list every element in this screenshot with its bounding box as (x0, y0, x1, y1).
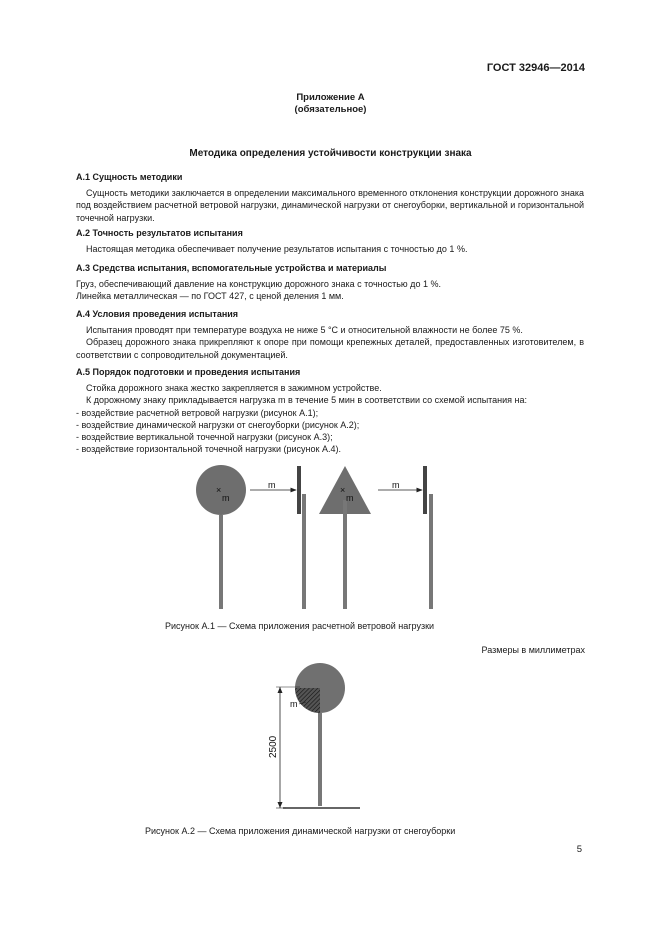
list-item: - воздействие динамической нагрузки от снегоуборки (рисунок А.2); (76, 419, 360, 430)
section-a2-title: А.2 Точность результатов испытания (76, 228, 243, 238)
section-a3-title: А.3 Средства испытания, вспомогательные устройства и материалы (76, 263, 387, 273)
svg-text:×: × (340, 485, 346, 495)
section-a5-line1: Стойка дорожного знака жестко закрепляется в зажимном устройстве. (86, 383, 382, 394)
round-sign-side (297, 466, 306, 609)
triangle-sign-front (319, 466, 371, 609)
section-a4-line2: Образец дорожного знака прикрепляют к опоре при помощи крепежных деталей, предоставленных изготовителем, в соответствии с сопроводительной документацией. (76, 337, 584, 360)
round-sign-front (196, 465, 246, 609)
load-label: m (290, 699, 298, 709)
list-item: - воздействие расчетной ветровой нагрузки (рисунок А.1); (76, 407, 319, 418)
load-label: m (346, 493, 354, 503)
section-a3-line2: Линейка металлическая — по ГОСТ 427, с ценой деления 1 мм. (76, 291, 344, 302)
appendix-subtitle: (обязательное) (294, 104, 367, 115)
section-a5-line2: К дорожному знаку прикладывается нагрузка m в течение 5 мин в соответствии со схемой испытания на: (86, 395, 528, 406)
load-label: m (222, 493, 230, 503)
standard-number: ГОСТ 32946—2014 (486, 62, 585, 74)
figure-a2-caption: Рисунок А.2 — Схема приложения динамической нагрузки от снегоуборки (145, 826, 456, 836)
height-label: 2500 (268, 735, 279, 758)
section-a4-line1: Испытания проводят при температуре воздуха не ниже 5 °С и относительной влажности не более 75 %. (86, 325, 523, 336)
load-label: m (392, 480, 400, 490)
figure-a1-caption: Рисунок А.1 — Схема приложения расчетной ветровой нагрузки (165, 621, 435, 631)
section-a4-title: А.4 Условия проведения испытания (76, 309, 239, 319)
section-a1-text: Сущность методики заключается в определении максимального временного отклонения конструкции дорожного знака под воздействием расчетной ветровой нагрузки, динамической нагрузки от снегоуборки, вертикальной и горизонтальной точечной нагрузки. (76, 188, 584, 223)
load-label: m (268, 480, 276, 490)
svg-text:×: × (216, 485, 222, 495)
triangle-sign-side (423, 466, 433, 609)
section-a3-line1: Груз, обеспечивающий давление на конструкцию дорожного знака с точностью до 1 %. (76, 279, 441, 290)
figure-a2 (268, 663, 360, 808)
section-a2-text: Настоящая методика обеспечивает получение результатов испытания с точностью до 1 %. (86, 244, 468, 255)
list-item: - воздействие горизонтальной точечной нагрузки (рисунок А.4). (76, 444, 341, 455)
section-a5-title: А.5 Порядок подготовки и проведения испытания (76, 367, 301, 377)
list-item: - воздействие вертикальной точечной нагрузки (рисунок А.3); (76, 432, 333, 443)
appendix-title: Приложение А (296, 92, 365, 103)
section-a1-title: А.1 Сущность методики (76, 172, 183, 182)
page-title: Методика определения устойчивости конструкции знака (189, 148, 472, 159)
dimensions-note: Размеры в миллиметрах (481, 645, 585, 655)
page-number: 5 (576, 844, 582, 855)
